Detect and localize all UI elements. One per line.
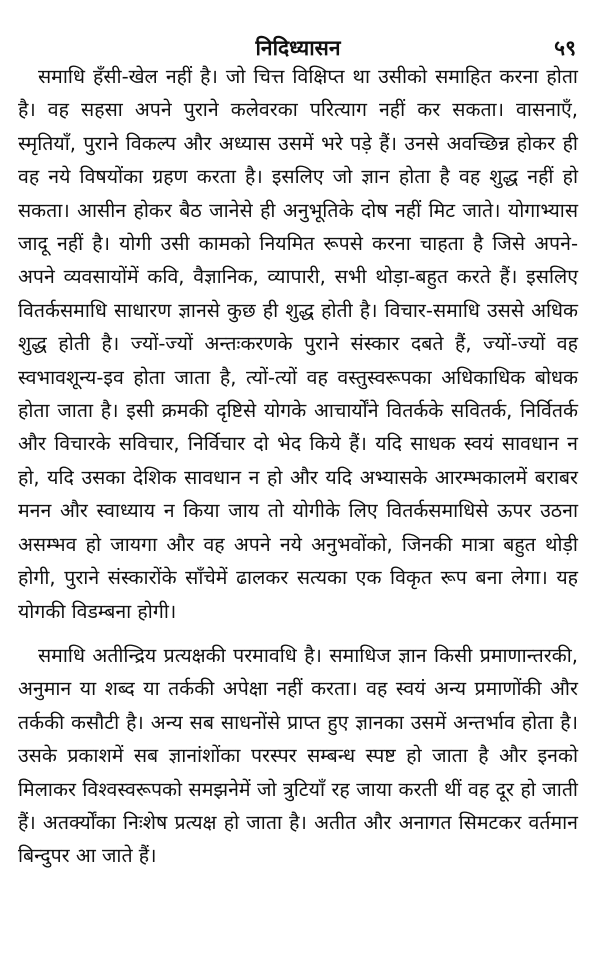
chapter-title: निदिध्यासन <box>255 36 341 60</box>
page-number: ५९ <box>554 36 576 60</box>
paragraph-1: समाधि हँसी-खेल नहीं है। जो चित्त विक्षिप्त था उसीको समाहित करना होता है। वह सहसा अपने पुराने कलेवरका परित्याग नहीं कर सकता। वासनाएँ, स्मृतियाँ, पुराने विकल्प और अध्यास उसमें भरे पड़े हैं। उनसे अवच्छिन्न होकर ही वह नये विषयोंका ग्रहण करता है। इसलिए जो ज्ञान होता है वह शुद्ध नहीं हो सकता। आसीन होकर बैठ जानेसे ही अनुभूतिके दोष नहीं मिट जाते। योगाभ्यास जादू नहीं है। योगी उसी कामको नियमित रूपसे करना चाहता है जिसे अपने-अपने व्यवसायोंमें कवि, वैज्ञानिक, व्यापारी, सभी थोड़ा-बहुत करते हैं। इसलिए वितर्कसमाधि साधारण ज्ञानसे कुछ ही शुद्ध होती है। विचार-समाधि उससे अधिक शुद्ध होती है। ज्यों-ज्यों अन्तःकरणके पुराने संस्कार दबते हैं, ज्यों-ज्यों वह स्वभावशून्य-इव होता जाता है, त्यों-त्यों वह वस्तुस्वरूपका अधिकाधिक बोधक होता जाता है। इसी क्रमकी दृष्टिसे योगके आचार्योंने वितर्कके सवितर्क, निर्वितर्क और विचारके सविचार, निर्विचार दो भेद किये हैं। यदि साधक स्वयं सावधान न हो, यदि उसका देशिक सावधान न हो और यदि अभ्यासके आरम्भकालमें बराबर मनन और स्वाध्याय न किया जाय तो योगीके लिए वितर्कसमाधिसे ऊपर उठना असम्भव हो जायगा और वह अपने नये अनुभवोंको, जिनकी मात्रा बहुत थोड़ी होगी, पुराने संस्कारोंके साँचेमें ढालकर सत्यका एक विकृत रूप बना लेगा। यह योगकी विडम्बना होगी। <box>18 65 578 623</box>
page-header <box>18 26 578 60</box>
paragraph-2: समाधि अतीन्द्रिय प्रत्यक्षकी परमावधि है। समाधिज ज्ञान किसी प्रमाणान्तरकी, अनुमान या शब्द या तर्ककी अपेक्षा नहीं करता। वह स्वयं अन्य प्रमाणोंकी और तर्ककी कसौटी है। अन्य सब साधनोंसे प्राप्त हुए ज्ञानका उसमें अन्तर्भाव होता है। उसके प्रकाशमें सब ज्ञानांशोंका परस्पर सम्बन्ध स्पष्ट हो जाता है और इनको मिलाकर विश्वस्वरूपको समझनेमें जो त्रुटियाँ रह जाया करती थीं वह दूर हो जाती हैं। अतर्क्योंका निःशेष प्रत्यक्ष हो जाता है। अतीत और अनागत सिमटकर वर्तमान बिन्दुपर आ जाते हैं। <box>18 643 578 868</box>
